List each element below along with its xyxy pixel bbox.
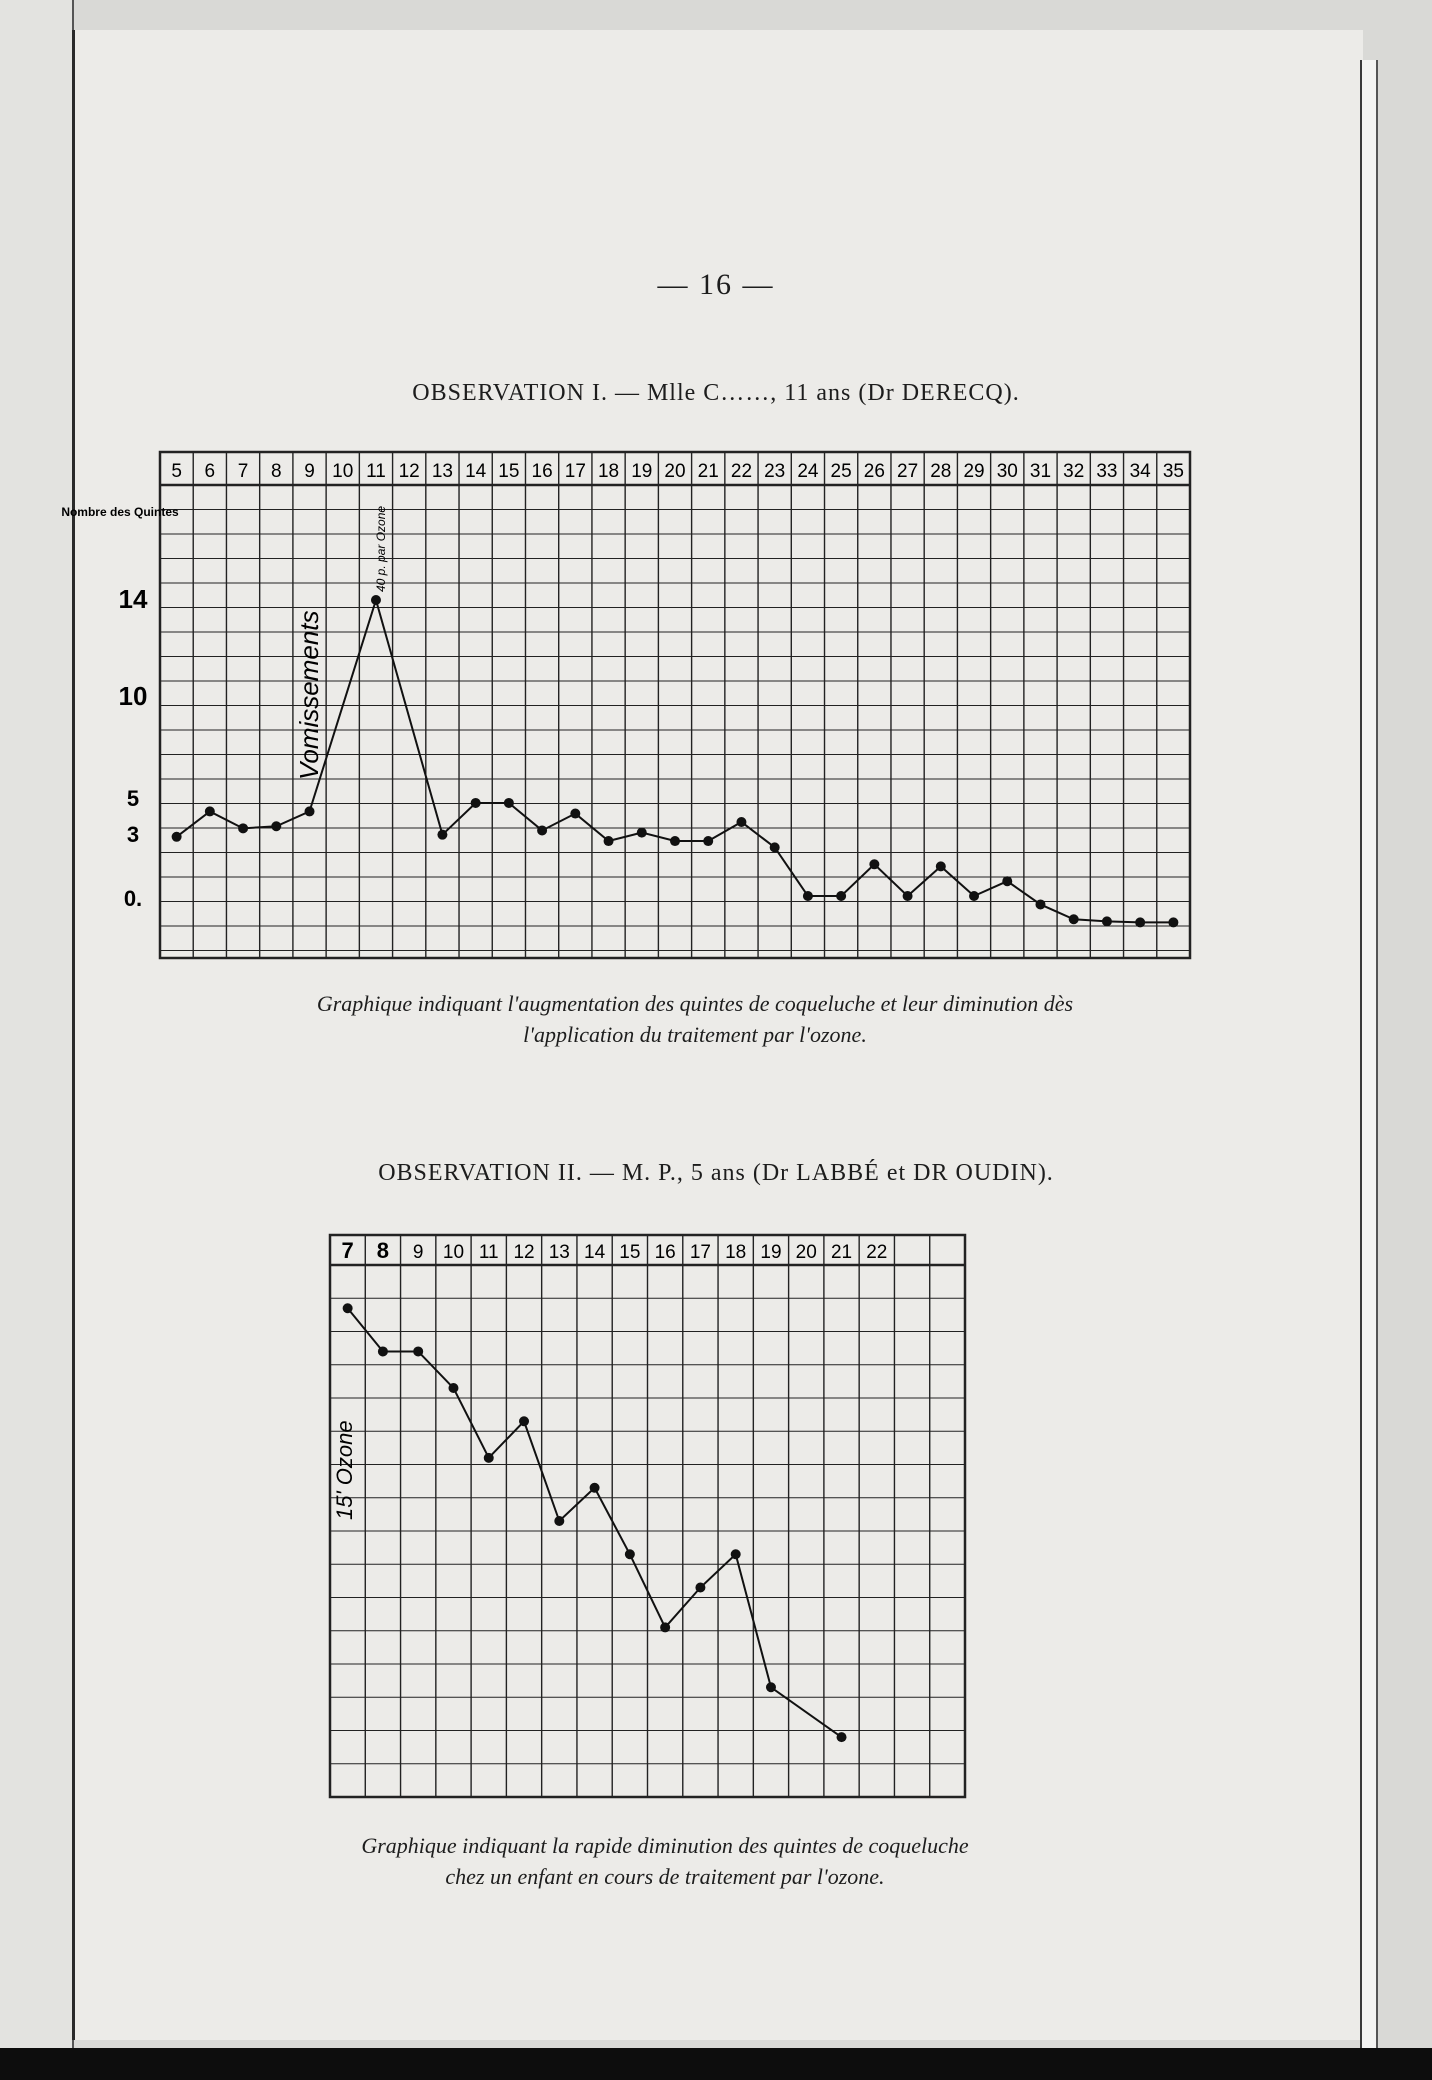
chart-2-x-tick-label: 11 [478, 1242, 499, 1263]
chart-1-point [371, 595, 381, 605]
chart-1-y-tick-label: 0. [123, 886, 143, 911]
chart-2-x-tick-label: 14 [584, 1242, 606, 1263]
chart-2-series-line [348, 1308, 842, 1737]
chart-2-point [448, 1383, 458, 1393]
chart-2-point [625, 1549, 635, 1559]
chart-2-annotation-ozone: 15' Ozone [332, 1420, 357, 1520]
observation-1-heading: OBSERVATION I. — Mlle C……, 11 ans (Dr DERECQ). [412, 380, 1020, 406]
chart-1-point [504, 798, 514, 808]
chart-2-point [378, 1346, 388, 1356]
caption-1-line-1: Graphique indiquant l'augmentation des quintes de coqueluche et leur diminution dès [316, 991, 1074, 1016]
chart-1-x-tick-label: 34 [1129, 461, 1151, 482]
chart-1-point [238, 823, 248, 833]
page-number: — 16 — [657, 268, 775, 301]
chart-1-x-tick-label: 22 [730, 461, 753, 482]
chart-1-x-tick-label: 28 [930, 461, 952, 482]
chart-1-x-tick-label: 20 [664, 461, 686, 482]
chart-1-y-tick-label: 5 [126, 786, 140, 811]
chart-1-x-tick-label: 18 [597, 461, 620, 482]
chart-1-point [1102, 916, 1112, 926]
chart-2-x-tick-label: 20 [795, 1242, 817, 1263]
chart-2-point [695, 1583, 705, 1593]
chart-1-x-tick-label: 35 [1162, 461, 1184, 482]
chart-1-ylabel: Nombre des Quintes [61, 505, 179, 519]
chart-2-x-tick-label: 8 [376, 1238, 390, 1263]
chart-1-x-tick-label: 8 [271, 461, 282, 482]
chart-2-x-tick-label: 15 [619, 1242, 641, 1263]
chart-1-point [205, 806, 215, 816]
chart-1-point [1168, 917, 1178, 927]
chart-1-point [836, 891, 846, 901]
chart-1-x-tick-label: 6 [204, 461, 216, 482]
chart-1-y-tick-label: 3 [126, 822, 140, 847]
chart-1-point [1002, 876, 1012, 886]
chart-1-point [969, 891, 979, 901]
chart-1-x-tick-label: 15 [498, 461, 520, 482]
chart-1-x-tick-label: 26 [863, 461, 885, 482]
chart-1-point [803, 891, 813, 901]
chart-1-x-tick-label: 9 [304, 461, 315, 482]
chart-1-point [736, 817, 746, 827]
chart-2-x-tick-label: 21 [830, 1242, 853, 1263]
chart-2-point [519, 1416, 529, 1426]
chart-1-point [305, 806, 315, 816]
chart-2-point [766, 1682, 776, 1692]
chart-2-x-tick-label: 19 [760, 1242, 782, 1263]
chart-1-point [869, 859, 879, 869]
chart-1-x-tick-label: 24 [797, 461, 819, 482]
chart-1-x-tick-label: 14 [465, 461, 487, 482]
chart-1-x-tick-label: 5 [171, 461, 182, 482]
observation-1-caption [120, 988, 1270, 1050]
chart-1-point [172, 832, 182, 842]
chart-2-x-tick-label: 10 [442, 1242, 465, 1263]
chart-1-point [670, 836, 680, 846]
chart-1-point [471, 798, 481, 808]
chart-2-point [731, 1549, 741, 1559]
chart-2-point [590, 1483, 600, 1493]
chart-1-x-tick-label: 12 [398, 461, 420, 482]
chart-1-point [936, 861, 946, 871]
chart-1-x-tick-label: 21 [697, 461, 719, 482]
chart-1-point [271, 821, 281, 831]
caption-2-line-2: chez un enfant en cours de traitement par l'ozone. [445, 1864, 885, 1889]
chart-1-x-tick-label: 11 [366, 461, 386, 482]
chart-1-y-tick-label: 10 [118, 681, 148, 711]
observation-2-caption [180, 1830, 1150, 1892]
chart-1-x-tick-label: 33 [1096, 461, 1118, 482]
chart-1-point [1135, 917, 1145, 927]
caption-2-line-1: Graphique indiquant la rapide diminution des quintes de coqueluche [361, 1833, 969, 1858]
chart-1-x-tick-label: 31 [1029, 461, 1052, 482]
chart-1-x-tick-label: 23 [764, 461, 786, 482]
chart-1-x-tick-label: 17 [564, 461, 586, 482]
chart-1-point [570, 809, 580, 819]
chart-1-point [537, 825, 547, 835]
chart-2-x-tick-label: 18 [725, 1242, 747, 1263]
chart-1-point [637, 828, 647, 838]
chart-1-annotation-vomissements: Vomissements [294, 610, 324, 780]
chart-2-x-tick-label: 17 [689, 1242, 711, 1263]
chart-1-x-tick-label: 7 [237, 461, 249, 482]
chart-2-point [554, 1516, 564, 1526]
chart-1-x-tick-label: 25 [830, 461, 852, 482]
chart-1-point [437, 830, 447, 840]
chart-1-point [903, 891, 913, 901]
chart-2-point [660, 1622, 670, 1632]
chart-2-x-tick-label: 16 [654, 1242, 676, 1263]
chart-1-x-tick-label: 30 [996, 461, 1018, 482]
caption-1-line-2: l'application du traitement par l'ozone. [523, 1022, 867, 1047]
observation-2-heading: OBSERVATION II. — M. P., 5 ans (Dr LABBÉ et DR OUDIN). [378, 1160, 1054, 1186]
chart-1-point [1035, 899, 1045, 909]
chart-2-x-tick-label: 13 [548, 1242, 570, 1263]
chart-2-x-tick-label: 9 [412, 1242, 424, 1263]
chart-2-x-tick-label: 22 [866, 1242, 888, 1263]
chart-1-x-tick-label: 13 [431, 461, 453, 482]
chart-2-point [343, 1303, 353, 1313]
chart-1-y-tick-label: 14 [118, 584, 148, 614]
chart-1-x-tick-label: 16 [531, 461, 553, 482]
chart-2-point [484, 1453, 494, 1463]
chart-1-point [703, 836, 713, 846]
chart-1-point [604, 836, 614, 846]
chart-1-x-tick-label: 10 [332, 461, 354, 482]
chart-1-x-tick-label: 27 [897, 461, 919, 482]
chart-1-point [770, 842, 780, 852]
chart-2-x-tick-label: 7 [341, 1238, 354, 1263]
chart-1-x-tick-label: 29 [963, 461, 985, 482]
chart-1-x-tick-label: 19 [631, 461, 653, 482]
chart-1-annotation-ozone: 40 p. par Ozone [374, 505, 388, 592]
chart-2-point [413, 1346, 423, 1356]
chart-2-point [837, 1732, 847, 1742]
chart-2-x-tick-label: 12 [513, 1242, 535, 1263]
chart-1-point [1069, 914, 1079, 924]
chart-1-x-tick-label: 32 [1063, 461, 1085, 482]
